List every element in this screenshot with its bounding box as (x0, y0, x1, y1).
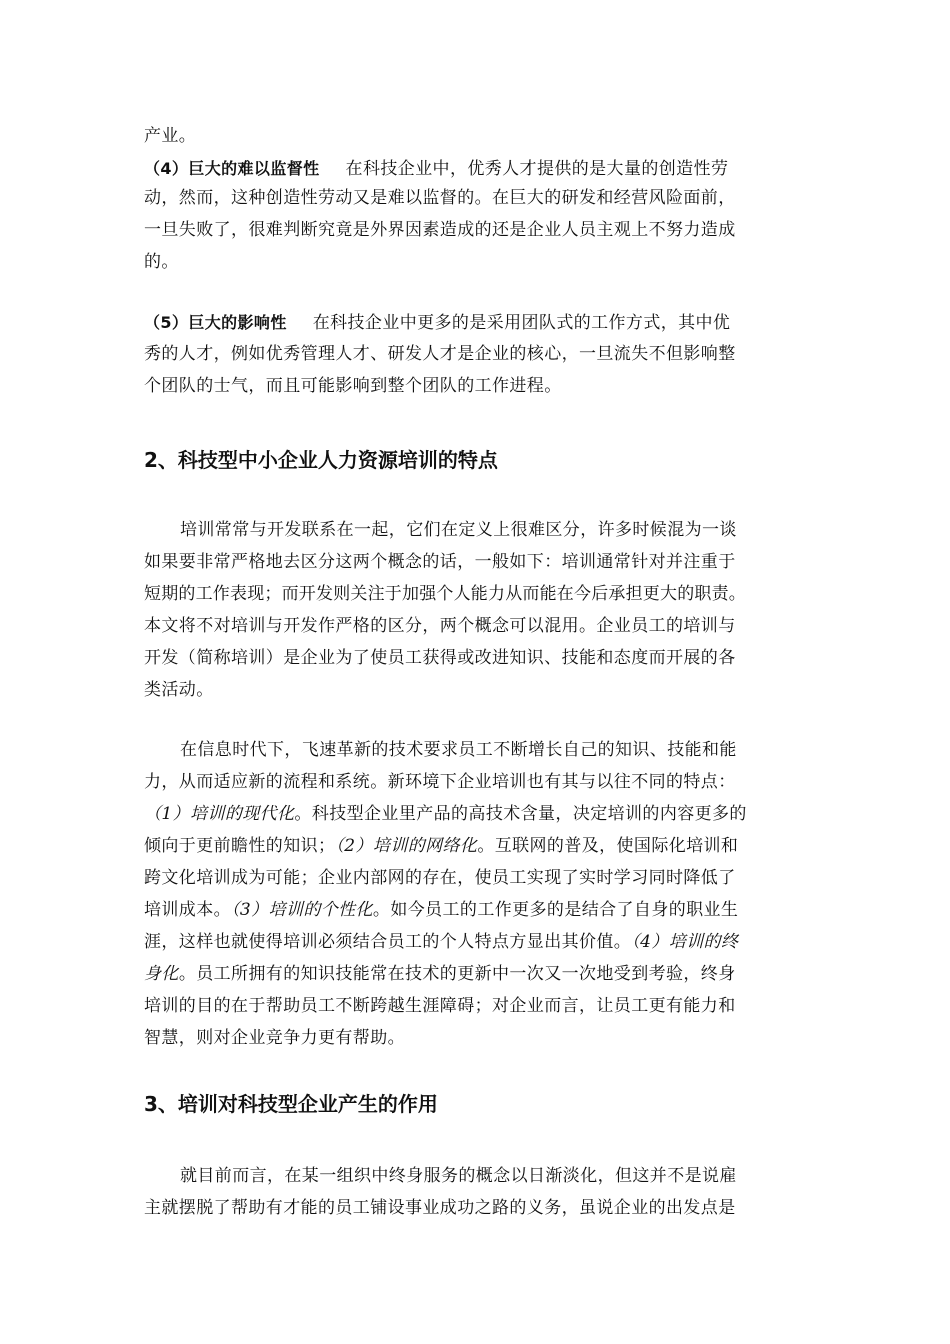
text-line: 产业。 (144, 126, 197, 146)
text-line: 类活动。 (144, 680, 214, 700)
text-line: 身化。员工所拥有的知识技能常在技术的更新中一次又一次地受到考验，终身 (144, 964, 736, 984)
text-line: 动，然而，这种创造性劳动又是难以监督的。在巨大的研发和经营风险面前， (144, 188, 736, 208)
text-line: 一旦失败了，很难判断究竟是外界因素造成的还是企业人员主观上不努力造成 (144, 220, 736, 240)
text-line: 培训成本。（3）培训的个性化。如今员工的工作更多的是结合了自身的职业生 (144, 900, 739, 920)
item-5-line (144, 314, 730, 332)
text-line: 培训常常与开发联系在一起，它们在定义上很难区分，许多时候混为一谈 (180, 520, 737, 540)
text-line: 涯，这样也就使得培训必须结合员工的个人特点方显出其价值。（4）培训的终 (144, 932, 739, 952)
feature-1: （1）培训的现代化 (144, 804, 295, 824)
item-4-text: 在科技企业中，优秀人才提供的是大量的创造性劳 (345, 159, 729, 179)
section-heading: 3、培训对科技型企业产生的作用 (144, 1092, 438, 1116)
feature-4: （4）培训的终 (631, 932, 739, 952)
text-line: 个团队的士气，而且可能影响到整个团队的工作进程。 (144, 376, 562, 396)
item-5-label: （5）巨大的影响性 (144, 313, 287, 332)
item-5-text: 在科技企业中更多的是采用团队式的工作方式，其中优 (312, 313, 731, 333)
feature-3: （3）培训的个性化 (231, 900, 373, 920)
text-line: 培训的目的在于帮助员工不断跨越生涯障碍；对企业而言，让员工更有能力和 (144, 996, 736, 1016)
text-line: 短期的工作表现；而开发则关注于加强个人能力从而能在今后承担更大的职责。 (144, 584, 746, 604)
text-line: 的。 (144, 252, 179, 272)
text-line: 就目前而言，在某一组织中终身服务的概念以日渐淡化，但这并不是说雇 (180, 1166, 737, 1186)
text-line: 开发（简称培训）是企业为了使员工获得或改进知识、技能和态度而开展的各 (144, 648, 736, 668)
item-4-line (144, 160, 728, 178)
text-line: 跨文化培训成为可能；企业内部网的存在，使员工实现了实时学习同时降低了 (144, 868, 736, 888)
feature-4-cont: 身化 (144, 964, 179, 984)
text-line: 本文将不对培训与开发作严格的区分，两个概念可以混用。企业员工的培训与 (144, 616, 736, 636)
text-line: 主就摆脱了帮助有才能的员工铺设事业成功之路的义务，虽说企业的出发点是 (144, 1198, 736, 1218)
item-4-label: （4）巨大的难以监督性 (144, 159, 320, 178)
text-line: 智慧，则对企业竞争力更有帮助。 (144, 1028, 405, 1048)
text-line: 倾向于更前瞻性的知识；（2）培训的网络化。互联网的普及，使国际化培训和 (144, 836, 739, 856)
text-line: （1）培训的现代化。科技型企业里产品的高技术含量，决定培训的内容更多的 (144, 804, 747, 824)
text-line: 秀的人才，例如优秀管理人才、研发人才是企业的核心，一旦流失不但影响整 (144, 344, 736, 364)
section-heading: 2、科技型中小企业人力资源培训的特点 (144, 448, 498, 472)
text-line: 在信息时代下，飞速革新的技术要求员工不断增长自己的知识、技能和能 (180, 740, 737, 760)
feature-2: （2）培训的网络化 (335, 836, 478, 856)
text-line: 如果要非常严格地去区分这两个概念的话，一般如下：培训通常针对并注重于 (144, 552, 736, 572)
text-line: 力，从而适应新的流程和系统。新环境下企业培训也有其与以往不同的特点： (144, 772, 736, 792)
